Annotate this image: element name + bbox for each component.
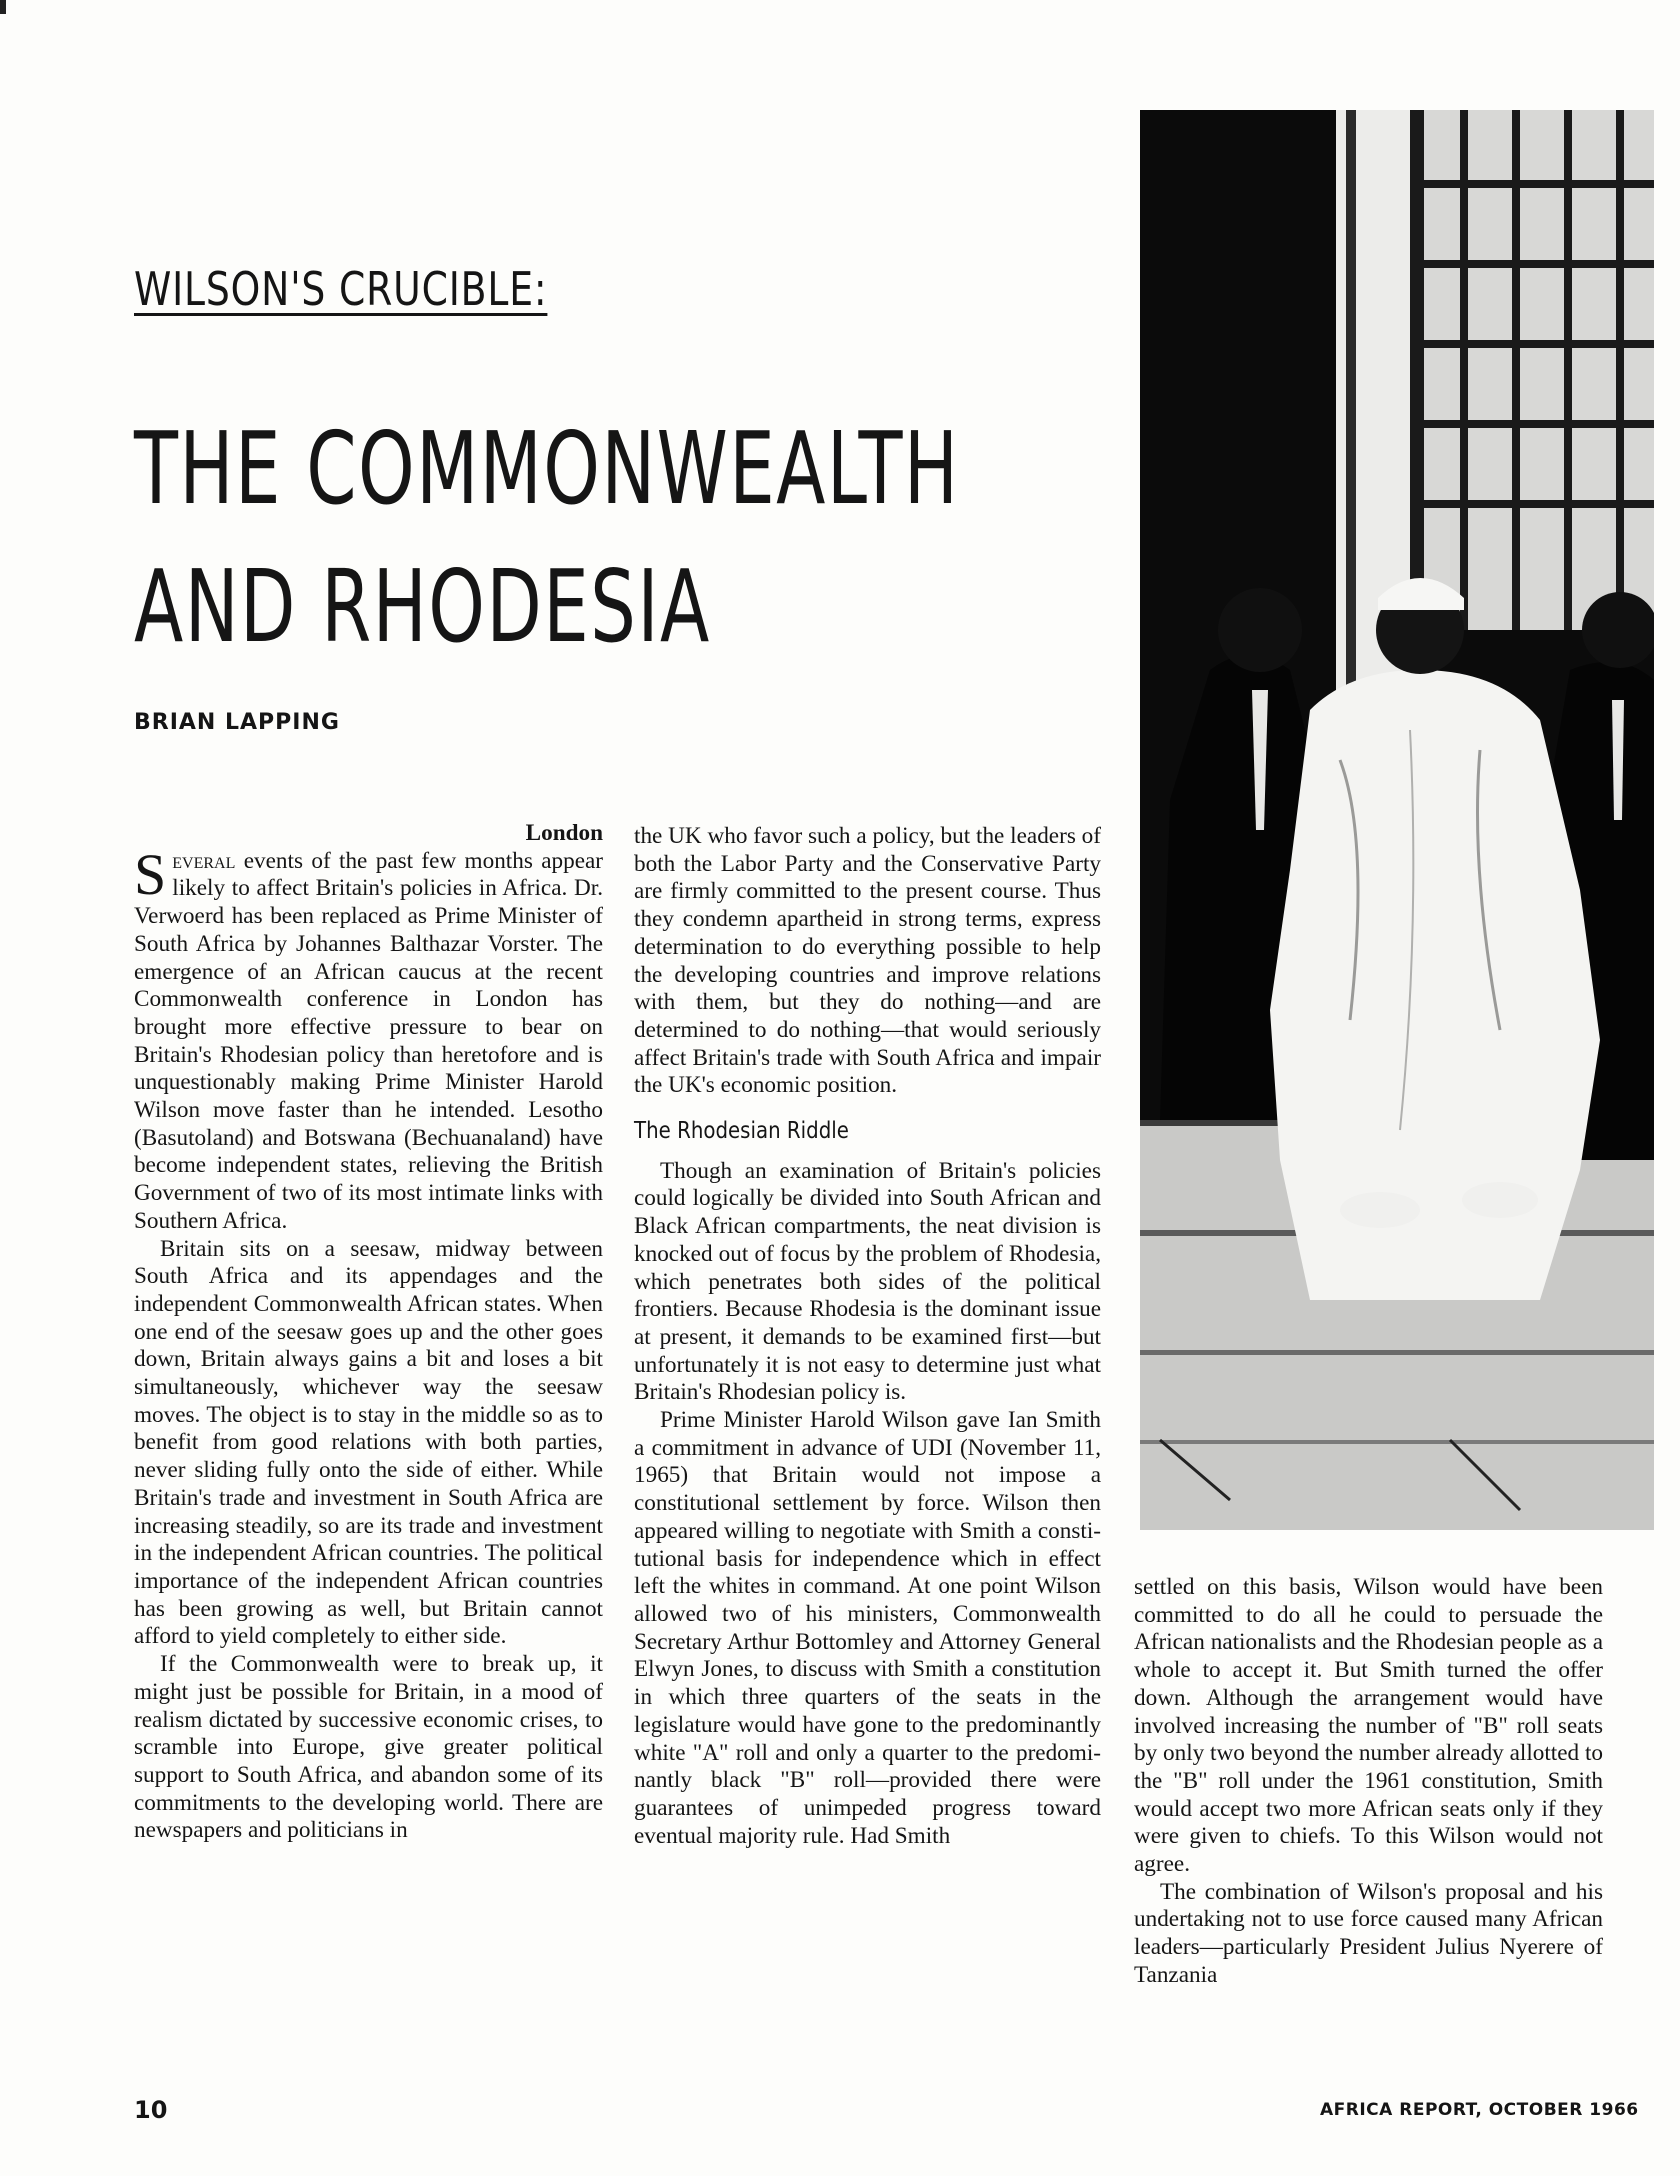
paragraph: If the Commonwealth were to break up, it might just be possible for Britain, in a mood of realism dictated by successive economic crises, to scramble into Europe, give greater political support to South Africa, and abandon some of its commitments to the developing world. There are newspapers and politicians in — [134, 1651, 603, 1844]
article-kicker: WILSON'S CRUCIBLE: — [134, 262, 548, 316]
text-column-2 — [634, 823, 1101, 1850]
headline-line-1: THE COMMONWEALTH — [134, 410, 960, 527]
page-number: 10 — [134, 2096, 168, 2124]
dateline: London — [525, 820, 603, 846]
paragraph: the UK who favor such a policy, but the leaders of both the Labor Party and the Conservative Party are firmly committed to the present course. Thus they condemn apartheid in strong terms, express determination to do everything possible to help the developing countries and improve relations with them, but they do nothing—and are determined to do nothing—that would seriously affect Britain's trade with South Africa and impair the UK's economic position. — [634, 823, 1101, 1099]
article-headline — [134, 400, 960, 676]
drop-cap: S — [134, 841, 167, 907]
article-photograph — [1140, 110, 1654, 1530]
scan-mark — [0, 0, 6, 14]
paragraph: The combination of Wilson's proposal and his undertaking not to use force caused many African leaders—particularly President Julius Nyerere of Tanzania — [1134, 1878, 1603, 1988]
paragraph: Britain sits on a seesaw, midway between South Africa and its appendages and the independent Commonwealth African states. When one end of the seesaw goes up and the other goes down, Britain always gains a bit and loses a bit simultaneously, whichever way the seesaw moves. The object is to stay in the middle so as to benefit from good relations with both parties, never sliding fully onto the side of either. While Britain's trade and investment in South Africa are increasing steadily, so are its trade and investment in the independent African countries. The political importance of the independent African countries has been growing as well, but Britain cannot afford to yield completely to either side. — [134, 1235, 603, 1650]
photo-figures-illustration — [1140, 110, 1654, 1530]
text-column-1 — [134, 820, 603, 1845]
headline-line-2: AND RHODESIA — [134, 548, 711, 665]
lead-paragraph — [134, 841, 603, 1236]
lead-smallcaps: everal — [172, 847, 236, 874]
paragraph: Though an examination of Britain's policies could logically be divided into South African and Black African compartments, the neat division is knocked out of focus by the problem of Rhodesia, which penetrates both sides of the political frontiers. Because Rhodesia is the dominant issue at present, it demands to be examined first—but unfortunately it is not easy to determine just what Britain's Rhodesian policy is. — [634, 1157, 1101, 1406]
author-byline: BRIAN LAPPING — [134, 710, 340, 735]
section-subhead: The Rhodesian Riddle — [634, 1118, 849, 1145]
paragraph: settled on this basis, Wilson would have been committed to do all he could to persuade the African nationalists and the Rhodesian people as a whole to accept it. But Smith turned the offer down. Although the arrangement would have involved increasing the number of "B" roll seats by only two beyond the number already allotted to the "B" roll under the 1961 constitution, Smith would accept two more African seats only if they were given to chiefs. To this Wilson would not agree. — [1134, 1574, 1603, 1878]
running-footer: AFRICA REPORT, OCTOBER 1966 — [1320, 2100, 1639, 2120]
paragraph: Prime Minister Harold Wilson gave Ian Smith a commitment in advance of UDI (November 11, 1965) that Britain would not impose a constitutional settlement by force. Wilson then appeared willing to negotiate with Smith a constitutional basis for independence which in effect left the whites in command. At one point Wilson allowed two of his ministers, Commonwealth Secretary Arthur Bottomley and Attorney General Elwyn Jones, to discuss with Smith a constitution in which three quarters of the seats in the legislature would have gone to the predominantly white "A" roll and only a quarter to the predominantly black "B" roll—provided there were guarantees of unimpeded progress toward eventual majority rule. Had Smith — [634, 1407, 1101, 1849]
lead-paragraph-text: events of the past few months appear likely to affect Britain's policies in Africa. Dr. Verwoerd has been replaced as Prime Minister of South Africa by Johannes Balthazar Vorster. The emergence of an African caucus at the recent Commonwealth conference in London has brought more effective pressure to bear on Britain's Rhodesian policy than heretofore and is unquestionably making Prime Minister Harold Wilson move faster than he intended. Lesotho (Basutoland) and Botswana (Bechuanaland) have become independent states, relieving the British Government of two of its most intimate links with Southern Africa. — [134, 847, 603, 1234]
text-column-3 — [1134, 1574, 1603, 1990]
